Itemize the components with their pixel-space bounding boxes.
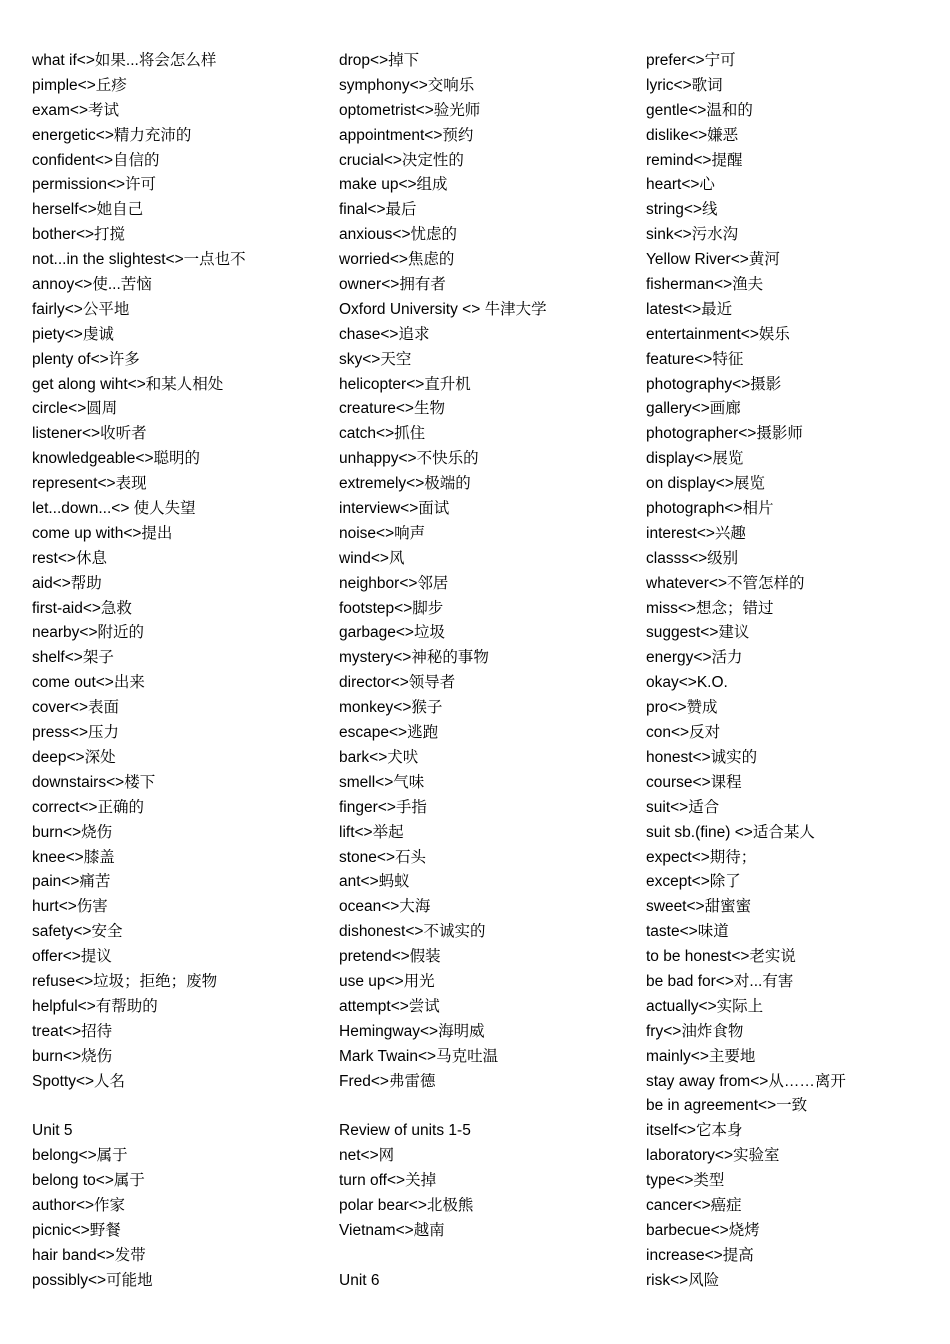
vocab-entry: fry<>油炸食物 bbox=[646, 1022, 744, 1040]
vocab-entry: cancer<>癌症 bbox=[646, 1196, 742, 1214]
vocab-entry: use up<>用光 bbox=[339, 972, 435, 990]
vocab-entry: Vietnam<>越南 bbox=[339, 1221, 445, 1239]
vocab-entry: stay away from<>从……离开 bbox=[646, 1072, 846, 1090]
vocab-entry: display<>展览 bbox=[646, 450, 744, 468]
vocab-entry: expect<>期待； bbox=[646, 848, 757, 866]
vocab-entry: interest<>兴趣 bbox=[646, 524, 746, 542]
vocab-entry: belong<>属于 bbox=[32, 1147, 128, 1165]
vocab-entry: drop<>掉下 bbox=[339, 52, 420, 69]
vocab-entry: polar bear<>北极熊 bbox=[339, 1196, 474, 1214]
vocab-entry: risk<>风险 bbox=[646, 1271, 720, 1289]
vocab-entry: ocean<>大海 bbox=[339, 898, 431, 916]
vocab-entry: pimple<>丘疹 bbox=[32, 76, 127, 94]
vocab-entry: pro<>赞成 bbox=[646, 699, 718, 717]
vocab-entry: neighbor<>邻居 bbox=[339, 574, 449, 592]
vocab-entry: burn<>烧伤 bbox=[32, 823, 113, 841]
blank-line bbox=[339, 1094, 639, 1119]
vocab-entry: author<>作家 bbox=[32, 1196, 126, 1214]
vocab-entry: sky<>天空 bbox=[339, 350, 412, 368]
vocab-entry: Hemingway<>海明威 bbox=[339, 1022, 485, 1040]
vocab-entry: suggest<>建议 bbox=[646, 624, 750, 642]
vocab-entry: dislike<>嫌恶 bbox=[646, 126, 739, 144]
vocab-entry: get along wiht<>和某人相处 bbox=[32, 375, 224, 393]
vocab-entry: hair band<>发带 bbox=[32, 1246, 146, 1264]
vocab-entry: energy<>活力 bbox=[646, 649, 743, 667]
vocab-entry: exam<>考试 bbox=[32, 101, 120, 119]
vocab-entry: make up<>组成 bbox=[339, 176, 448, 194]
vocab-entry: bark<>犬吠 bbox=[339, 748, 419, 766]
vocab-entry: herself<>她自己 bbox=[32, 201, 144, 219]
vocab-entry: dishonest<>不诚实的 bbox=[339, 923, 486, 941]
vocab-entry: rest<>休息 bbox=[32, 549, 107, 567]
vocab-entry: itself<>它本身 bbox=[646, 1122, 743, 1140]
vocab-entry: bother<>打搅 bbox=[32, 226, 126, 244]
vocab-entry: belong to<>属于 bbox=[32, 1172, 145, 1190]
vocab-entry: whatever<>不管怎样的 bbox=[646, 574, 805, 592]
vocab-entry: gentle<>温和的 bbox=[646, 101, 753, 119]
vocab-entry: annoy<>使...苦恼 bbox=[32, 276, 152, 294]
vocab-entry: fairly<>公平地 bbox=[32, 300, 130, 318]
vocab-entry: course<>课程 bbox=[646, 773, 742, 791]
vocab-entry: permission<>许可 bbox=[32, 176, 157, 194]
vocab-entry: let...down...<> 使人失望 bbox=[32, 500, 196, 518]
vocab-entry: feature<>特征 bbox=[646, 350, 744, 368]
vocab-entry: final<>最后 bbox=[339, 201, 417, 219]
vocab-entry: burn<>烧伤 bbox=[32, 1047, 113, 1065]
vocab-entry: remind<>提醒 bbox=[646, 151, 743, 169]
vocab-entry: pain<>痛苦 bbox=[32, 873, 111, 891]
vocab-entry: entertainment<>娱乐 bbox=[646, 325, 790, 343]
vocab-entry: except<>除了 bbox=[646, 873, 741, 891]
vocab-entry: garbage<>垃圾 bbox=[339, 624, 445, 642]
vocab-entry: heart<>心 bbox=[646, 176, 715, 194]
vocab-entry: string<>线 bbox=[646, 201, 718, 219]
vocab-entry: be in agreement<>一致 bbox=[646, 1097, 808, 1115]
vocab-entry: first-aid<>急救 bbox=[32, 599, 132, 617]
vocab-entry: classs<>级别 bbox=[646, 549, 739, 567]
vocab-entry: represent<>表现 bbox=[32, 475, 147, 493]
vocab-entry: circle<>圆周 bbox=[32, 400, 118, 418]
vocab-entry: actually<>实际上 bbox=[646, 997, 764, 1015]
vocab-entry: come up with<>提出 bbox=[32, 524, 173, 542]
vocab-entry: pretend<>假装 bbox=[339, 948, 441, 966]
vocab-entry: suit sb.(fine) <>适合某人 bbox=[646, 823, 815, 841]
vocab-entry: interview<>面试 bbox=[339, 500, 450, 518]
vocab-entry: ant<>蚂蚁 bbox=[339, 873, 410, 891]
vocab-entry: fisherman<>渔夫 bbox=[646, 276, 764, 294]
vocab-entry: on display<>展览 bbox=[646, 475, 765, 493]
vocab-entry: refuse<>垃圾；拒绝；废物 bbox=[32, 972, 218, 990]
vocab-entry: symphony<>交响乐 bbox=[339, 76, 475, 94]
vocab-entry: gallery<>画廊 bbox=[646, 400, 741, 418]
section-heading: Unit 5 bbox=[32, 1122, 73, 1140]
vocab-entry: sweet<>甜蜜蜜 bbox=[646, 898, 752, 916]
vocab-entry: Spotty<>人名 bbox=[32, 1072, 126, 1090]
vocab-entry: barbecue<>烧烤 bbox=[646, 1221, 760, 1239]
vocab-entry: to be honest<>老实说 bbox=[646, 948, 796, 966]
vocab-entry: turn off<>关掉 bbox=[339, 1172, 437, 1190]
vocab-entry: Mark Twain<>马克吐温 bbox=[339, 1047, 499, 1065]
vocab-entry: what if<>如果...将会怎么样 bbox=[32, 52, 217, 69]
vocab-column-1 bbox=[32, 49, 332, 1294]
vocab-entry: confident<>自信的 bbox=[32, 151, 160, 169]
vocab-entry: be bad for<>对...有害 bbox=[646, 972, 794, 990]
vocab-entry: appointment<>预约 bbox=[339, 126, 474, 144]
vocab-entry: Fred<>弗雷德 bbox=[339, 1072, 436, 1090]
vocab-entry: piety<>虔诚 bbox=[32, 325, 114, 343]
vocab-entry: downstairs<>楼下 bbox=[32, 773, 156, 791]
vocab-entry: attempt<>尝试 bbox=[339, 997, 440, 1015]
vocab-entry: honest<>诚实的 bbox=[646, 748, 758, 766]
section-heading: Review of units 1-5 bbox=[339, 1122, 471, 1140]
vocab-entry: unhappy<>不快乐的 bbox=[339, 450, 479, 468]
vocab-entry: safety<>安全 bbox=[32, 923, 123, 941]
vocab-entry: possibly<>可能地 bbox=[32, 1271, 153, 1289]
vocab-entry: crucial<>决定性的 bbox=[339, 151, 464, 169]
vocab-entry: mainly<>主要地 bbox=[646, 1047, 756, 1065]
vocab-entry: okay<>K.O. bbox=[646, 674, 728, 692]
vocab-entry: offer<>提议 bbox=[32, 948, 112, 966]
vocab-entry: taste<>味道 bbox=[646, 923, 729, 941]
vocab-column-3 bbox=[646, 49, 946, 1294]
vocab-entry: energetic<>精力充沛的 bbox=[32, 126, 192, 144]
vocab-entry: lift<>举起 bbox=[339, 823, 404, 841]
vocab-entry: laboratory<>实验室 bbox=[646, 1147, 780, 1165]
vocab-entry: footstep<>脚步 bbox=[339, 599, 444, 617]
vocab-entry: increase<>提高 bbox=[646, 1246, 754, 1264]
vocab-entry: aid<>帮助 bbox=[32, 574, 102, 592]
vocab-entry: latest<>最近 bbox=[646, 300, 733, 318]
vocab-entry: suit<>适合 bbox=[646, 798, 720, 816]
vocab-entry: wind<>风 bbox=[339, 549, 405, 567]
vocab-entry: optometrist<>验光师 bbox=[339, 101, 481, 119]
vocab-entry: sink<>污水沟 bbox=[646, 226, 739, 244]
vocab-entry: hurt<>伤害 bbox=[32, 898, 108, 916]
vocab-entry: extremely<>极端的 bbox=[339, 475, 471, 493]
vocab-entry: creature<>生物 bbox=[339, 400, 445, 418]
vocab-entry: smell<>气味 bbox=[339, 773, 425, 791]
vocab-entry: plenty of<>许多 bbox=[32, 350, 140, 368]
vocab-entry: director<>领导者 bbox=[339, 674, 456, 692]
vocab-entry: not...in the slightest<>一点也不 bbox=[32, 251, 246, 269]
vocab-entry: deep<>深处 bbox=[32, 748, 116, 766]
vocab-entry: type<>类型 bbox=[646, 1172, 725, 1190]
vocab-entry: nearby<>附近的 bbox=[32, 624, 144, 642]
vocab-entry: owner<>拥有者 bbox=[339, 276, 446, 294]
vocab-entry: photography<>摄影 bbox=[646, 375, 782, 393]
vocab-entry: monkey<>猴子 bbox=[339, 699, 443, 717]
vocab-entry: anxious<>忧虑的 bbox=[339, 226, 458, 244]
vocab-entry: knowledgeable<>聪明的 bbox=[32, 450, 201, 468]
vocab-entry: net<>网 bbox=[339, 1147, 395, 1165]
vocab-entry: picnic<>野餐 bbox=[32, 1221, 121, 1239]
vocab-entry: finger<>手指 bbox=[339, 798, 427, 816]
vocab-entry: helicopter<>直升机 bbox=[339, 375, 471, 393]
vocab-column-2 bbox=[339, 49, 639, 1294]
vocab-entry: knee<>膝盖 bbox=[32, 848, 115, 866]
vocab-entry: treat<>招待 bbox=[32, 1022, 113, 1040]
vocab-entry: photographer<>摄影师 bbox=[646, 425, 803, 443]
blank-line bbox=[32, 1094, 332, 1119]
vocab-entry: catch<>抓住 bbox=[339, 425, 426, 443]
vocab-entry: helpful<>有帮助的 bbox=[32, 997, 158, 1015]
vocab-entry: photograph<>相片 bbox=[646, 500, 774, 518]
vocab-entry: mystery<>神秘的事物 bbox=[339, 649, 489, 667]
vocab-entry: escape<>逃跑 bbox=[339, 724, 439, 742]
blank-line bbox=[339, 1244, 639, 1269]
section-heading: Unit 6 bbox=[339, 1271, 380, 1289]
vocab-entry: miss<>想念；错过 bbox=[646, 599, 774, 617]
vocab-entry: correct<>正确的 bbox=[32, 798, 144, 816]
vocab-entry: stone<>石头 bbox=[339, 848, 427, 866]
vocab-entry: shelf<>架子 bbox=[32, 649, 114, 667]
vocab-entry: Oxford University <> 牛津大学 bbox=[339, 300, 547, 318]
vocab-entry: prefer<>宁可 bbox=[646, 52, 736, 69]
vocab-entry: lyric<>歌词 bbox=[646, 76, 723, 94]
vocab-entry: press<>压力 bbox=[32, 724, 120, 742]
vocab-entry: come out<>出来 bbox=[32, 674, 145, 692]
vocab-entry: Yellow River<>黄河 bbox=[646, 251, 780, 269]
vocab-entry: cover<>表面 bbox=[32, 699, 120, 717]
vocab-entry: noise<>响声 bbox=[339, 524, 426, 542]
vocab-entry: listener<>收听者 bbox=[32, 425, 147, 443]
vocab-entry: con<>反对 bbox=[646, 724, 721, 742]
vocab-entry: chase<>追求 bbox=[339, 325, 430, 343]
vocab-entry: worried<>焦虑的 bbox=[339, 251, 455, 269]
